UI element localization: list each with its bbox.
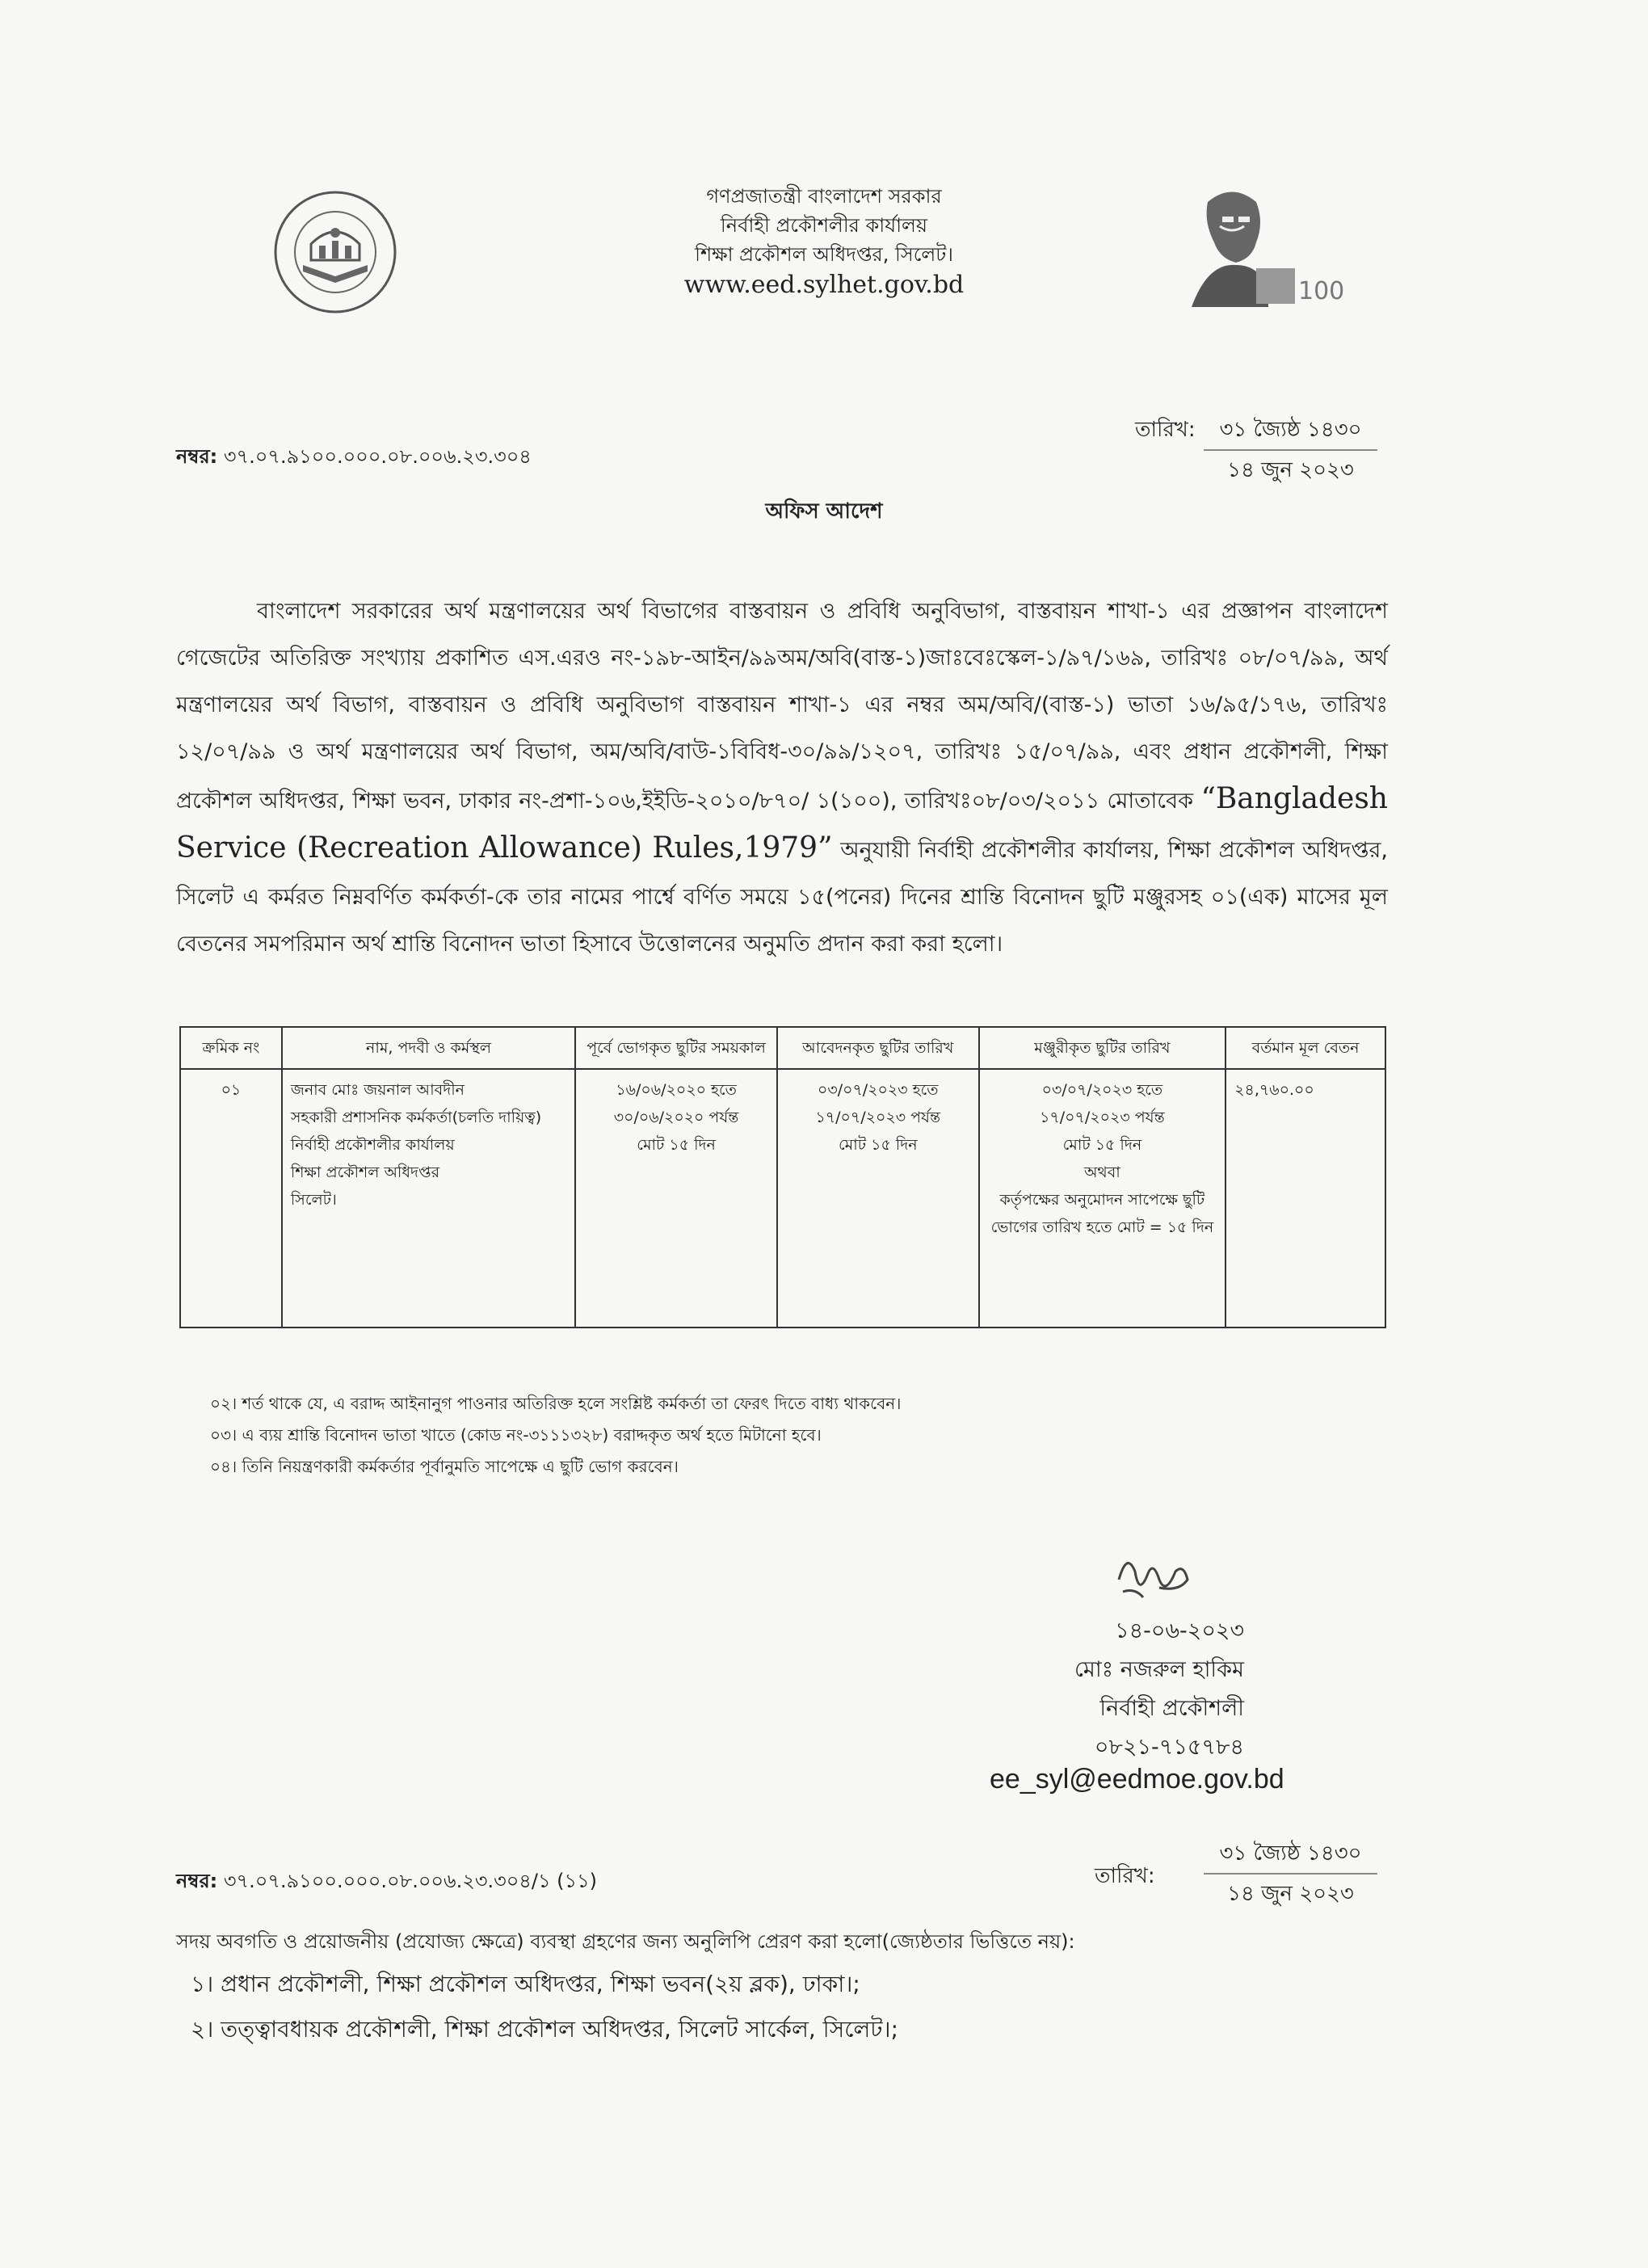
header-serial: ক্রমিক নং xyxy=(180,1027,282,1069)
previous-to: ৩০/০৬/২০২০ পর্যন্ত xyxy=(613,1109,739,1126)
approved-from: ০৩/০৭/২০২৩ হতে xyxy=(1041,1081,1163,1099)
memo-date xyxy=(1204,410,1377,490)
cell-approved-leave xyxy=(979,1069,1226,1328)
applied-total: মোট ১৫ দিন xyxy=(838,1136,918,1154)
list-item: ০৩। এ ব্যয় শ্রান্তি বিনোদন ভাতা খাতে (কোড নং-৩১১১৩২৮) বরাদ্দকৃত অর্থ হতে মিটানো হবে। xyxy=(210,1425,822,1445)
signature-block xyxy=(969,1612,1244,1767)
document-title: অফিস আদেশ xyxy=(765,499,883,524)
date-bangla: ৩১ জ্যৈষ্ঠ ১৪৩০ xyxy=(1204,410,1377,451)
distribution-intro: সদয় অবগতি ও প্রয়োজনীয় (প্রযোজ্য ক্ষেত্রে) ব্যবস্থা গ্রহণের জন্য অনুলিপি প্রেরণ করা হলো(জ্যেষ্ঠতার ভিত্তিতে নয়): xyxy=(176,1930,1075,1953)
cell-name xyxy=(282,1069,575,1328)
copy-memo-number xyxy=(176,1866,597,1899)
copy-date-bangla: ৩১ জ্যৈষ্ঠ ১৪৩০ xyxy=(1204,1834,1377,1875)
signatory-designation: নির্বাহী প্রকৌশলী xyxy=(1099,1696,1244,1721)
signature-date: ১৪-০৬-২০২৩ xyxy=(1115,1618,1244,1643)
government-name: গণপ্রজাতন্ত্রী বাংলাদেশ সরকার xyxy=(706,185,942,208)
svg-text:100: 100 xyxy=(1298,277,1345,305)
approved-or: অথবা xyxy=(1083,1163,1120,1181)
applied-from: ০৩/০৭/২০২৩ হতে xyxy=(817,1081,939,1099)
cell-applied-leave xyxy=(777,1069,979,1328)
body-part-1: বাংলাদেশ সরকারের অর্থ মন্ত্রণালয়ের অর্থ বিভাগের বাস্তবায়ন ও প্রবিধি অনুবিভাগ, বাস্তবায়ন শাখা-১ এর প্রজ্ঞাপন বাংলাদেশ গেজেটের অতিরিক্ত সংখ্যায় প্রকাশিত এস.এরও নং-১৯৮-আইন/৯৯অম/অবি(বাস্ত-১)জাঃবেঃস্কেল-১/৯৭/১৬৯, তারিখঃ ০৮/০৭/৯৯, অর্থ মন্ত্রণালয়ের অর্থ বিভাগ, বাস্তবায়ন ও প্রবিধি অনুবিভাগ বাস্তবায়ন শাখা-১ এর নম্বর অম/অবি/(বাস্ত-১) ভাতা ১৬/৯৫/১৭৬, তারিখঃ ১২/০৭/৯৯ ও অর্থ মন্ত্রণালয়ের অর্থ বিভাগ, অম/অবি/বাউ-১বিবিধ-৩০/৯৯/১২০৭, তারিখঃ ১৫/০৭/৯৯, এবং প্রধান প্রকৌশলী, শিক্ষা প্রকৌশল অধিদপ্তর, শিক্ষা ভবন, ঢাকার নং-প্রশা-১০৬,ইইডি-২০১০/৮৭০/ ১(১০০), তারিখঃ০৮/০৩/২০১১ মোতাবেক xyxy=(176,599,1388,814)
cell-salary: ২৪,৭৬০.০০ xyxy=(1225,1069,1385,1328)
date-gregorian: ১৪ জুন ২০২৩ xyxy=(1227,458,1354,482)
order-body xyxy=(176,588,1388,968)
previous-from: ১৬/০৬/২০২০ হতে xyxy=(616,1081,737,1099)
copy-memo-date xyxy=(1204,1834,1377,1913)
signature-mark xyxy=(1103,1547,1200,1608)
english-rule-name: “Bangladesh Service (Recreation Allowance) Rules,1979” xyxy=(176,782,1388,865)
memo-number xyxy=(176,442,532,474)
letterhead xyxy=(501,182,1147,301)
employee-designation: সহকারী প্রশাসনিক কর্মকর্তা(চলতি দায়িত্ব) xyxy=(290,1109,542,1126)
header-previous-leave: পূর্বে ভোগকৃত ছুটির সময়কাল xyxy=(575,1027,777,1069)
applied-to: ১৭/০৭/২০২৩ পর্যন্ত xyxy=(815,1109,941,1126)
employee-location: সিলেট। xyxy=(290,1191,337,1209)
employee-office: নির্বাহী প্রকৌশলীর কার্যালয় xyxy=(290,1136,455,1154)
header-name: নাম, পদবী ও কর্মস্থল xyxy=(282,1027,575,1069)
signatory-name: মোঃ নজরুল হাকিম xyxy=(1074,1657,1244,1682)
header-approved-leave: মঞ্জুরীকৃত ছুটির তারিখ xyxy=(979,1027,1226,1069)
list-item: ১। প্রধান প্রকৌশলী, শিক্ষা প্রকৌশল অধিদপ্তর, শিক্ষা ভবন(২য় ব্লক), ঢাকা।; xyxy=(191,1971,860,1997)
signatory-email[interactable]: ee_syl@eedmoe.gov.bd xyxy=(990,1764,1284,1795)
employee-name: জনাব মোঃ জয়নাল আবদীন xyxy=(290,1081,465,1099)
cell-serial: ০১ xyxy=(180,1069,282,1328)
department-seal-icon xyxy=(271,187,400,317)
website-link[interactable]: www.eed.sylhet.gov.bd xyxy=(683,271,965,299)
list-item: ২। তত্ত্বাবধায়ক প্রকৌশলী, শিক্ষা প্রকৌশল অধিদপ্তর, সিলেট সার্কেল, সিলেট।; xyxy=(191,2016,899,2043)
list-item: ০২। শর্ত থাকে যে, এ বরাদ্দ আইনানুগ পাওনার অতিরিক্ত হলে সংশ্লিষ্ট কর্মকর্তা তা ফেরৎ দিতে বাধ্য থাকবেন। xyxy=(210,1394,902,1413)
body-part-2: অনুযায়ী নির্বাহী প্রকৌশলীর কার্যালয়, শিক্ষা প্রকৌশল অধিদপ্তর, সিলেট এ কর্মরত নিম্নবর্ণিত কর্মকর্তা-কে তার নামের পার্শ্বে বর্ণিত সময়ে ১৫(পনের) দিনের শ্রান্তি বিনোদন ছুটি মঞ্জুরসহ ০১(এক) মাসের মূল বেতনের সমপরিমান অর্থ শ্রান্তি বিনোদন ভাতা হিসাবে উত্তোলনের অনুমতি প্রদান করা করা হলো। xyxy=(176,838,1388,957)
memo-number-value: ৩৭.০৭.৯১০০.০০০.০৮.০০৬.২৩.৩০৪ xyxy=(223,445,532,468)
copy-memo-number-value: ৩৭.০৭.৯১০০.০০০.০৮.০০৬.২৩.৩০৪/১ (১১) xyxy=(223,1870,598,1892)
mujib-100-portrait-icon xyxy=(1175,178,1345,315)
table-header-row xyxy=(180,1027,1385,1069)
signatory-phone: ০৮২১-৭১৫৭৮৪ xyxy=(1094,1735,1244,1760)
approved-to: ১৭/০৭/২০২৩ পর্যন্ত xyxy=(1040,1109,1165,1126)
leave-table xyxy=(179,1026,1386,1328)
list-item: ০৪। তিনি নিয়ন্ত্রণকারী কর্মকর্তার পূর্বানুমতি সাপেক্ষে এ ছুটি ভোগ করবেন। xyxy=(210,1457,679,1476)
date-label: তারিখ: xyxy=(1135,418,1196,442)
cell-previous-leave xyxy=(575,1069,777,1328)
conditions-list xyxy=(210,1388,1381,1483)
employee-department: শিক্ষা প্রকৌশল অধিদপ্তর xyxy=(290,1163,440,1181)
approved-condition: কর্তৃপক্ষের অনুমোদন সাপেক্ষে ছুটি ভোগের তারিখ হতে মোট = ১৫ দিন xyxy=(990,1191,1214,1236)
copy-date-gregorian: ১৪ জুন ২০২৩ xyxy=(1227,1882,1354,1906)
memo-label: নম্বর: xyxy=(176,445,218,468)
copy-memo-label: নম্বর: xyxy=(176,1870,218,1892)
previous-total: মোট ১৫ দিন xyxy=(637,1136,716,1154)
distribution-list xyxy=(176,1921,1436,2052)
office-name: নির্বাহী প্রকৌশলীর কার্যালয় xyxy=(720,214,928,237)
approved-total: মোট ১৫ দিন xyxy=(1062,1136,1142,1154)
table-row xyxy=(180,1069,1385,1328)
department-name: শিক্ষা প্রকৌশল অধিদপ্তর, সিলেট। xyxy=(695,243,953,266)
header-salary: বর্তমান মূল বেতন xyxy=(1225,1027,1385,1069)
header-applied-leave: আবেদনকৃত ছুটির তারিখ xyxy=(777,1027,979,1069)
copy-date-label: তারিখ: xyxy=(1095,1864,1155,1888)
